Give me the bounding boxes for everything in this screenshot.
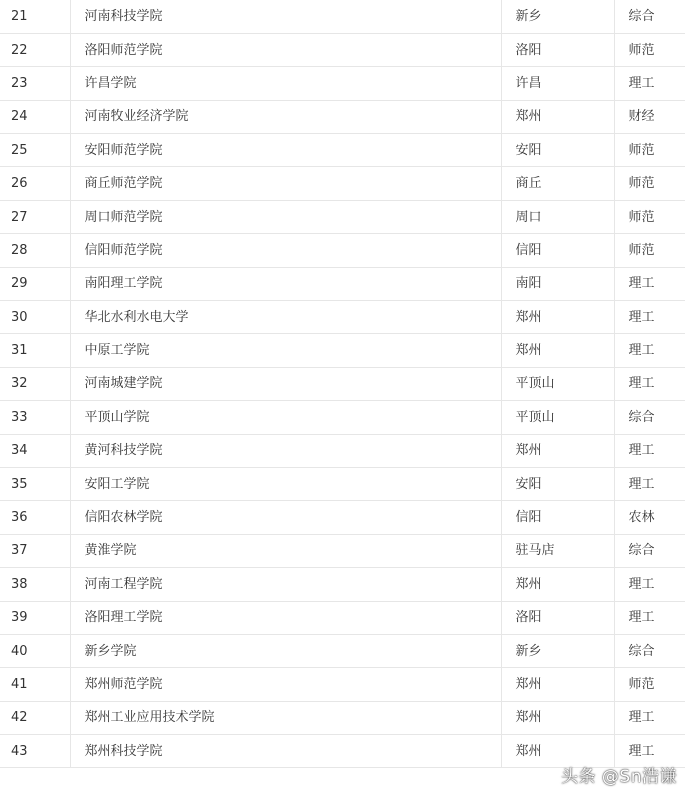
table-row bbox=[0, 568, 685, 601]
city-cell: 南阳 bbox=[501, 267, 614, 300]
row-number: 33 bbox=[0, 401, 70, 434]
type-cell: 理工 bbox=[614, 568, 685, 601]
city-cell: 驻马店 bbox=[501, 534, 614, 567]
university-name: 安阳师范学院 bbox=[70, 134, 501, 167]
table-row bbox=[0, 634, 685, 667]
row-number: 32 bbox=[0, 367, 70, 400]
table-row bbox=[0, 67, 685, 100]
type-cell: 师范 bbox=[614, 234, 685, 267]
row-number: 28 bbox=[0, 234, 70, 267]
city-cell: 郑州 bbox=[501, 568, 614, 601]
row-number: 27 bbox=[0, 200, 70, 233]
city-cell: 郑州 bbox=[501, 100, 614, 133]
university-name: 河南工程学院 bbox=[70, 568, 501, 601]
table-row bbox=[0, 534, 685, 567]
row-number: 35 bbox=[0, 467, 70, 500]
type-cell: 师范 bbox=[614, 668, 685, 701]
row-number: 25 bbox=[0, 134, 70, 167]
city-cell: 洛阳 bbox=[501, 601, 614, 634]
table-row bbox=[0, 701, 685, 734]
table-row bbox=[0, 100, 685, 133]
type-cell: 理工 bbox=[614, 267, 685, 300]
table-row bbox=[0, 0, 685, 33]
type-cell: 师范 bbox=[614, 200, 685, 233]
type-cell: 理工 bbox=[614, 367, 685, 400]
table-row bbox=[0, 134, 685, 167]
type-cell: 师范 bbox=[614, 167, 685, 200]
city-cell: 郑州 bbox=[501, 301, 614, 334]
university-name: 黄淮学院 bbox=[70, 534, 501, 567]
city-cell: 郑州 bbox=[501, 434, 614, 467]
type-cell: 综合 bbox=[614, 534, 685, 567]
table-row bbox=[0, 501, 685, 534]
type-cell: 理工 bbox=[614, 334, 685, 367]
city-cell: 周口 bbox=[501, 200, 614, 233]
row-number: 21 bbox=[0, 0, 70, 33]
city-cell: 平顶山 bbox=[501, 367, 614, 400]
university-name: 周口师范学院 bbox=[70, 200, 501, 233]
table-row bbox=[0, 267, 685, 300]
table-row bbox=[0, 33, 685, 66]
city-cell: 平顶山 bbox=[501, 401, 614, 434]
type-cell: 综合 bbox=[614, 634, 685, 667]
row-number: 38 bbox=[0, 568, 70, 601]
type-cell: 农林 bbox=[614, 501, 685, 534]
row-number: 40 bbox=[0, 634, 70, 667]
university-name: 河南城建学院 bbox=[70, 367, 501, 400]
row-number: 29 bbox=[0, 267, 70, 300]
city-cell: 信阳 bbox=[501, 234, 614, 267]
type-cell: 师范 bbox=[614, 33, 685, 66]
city-cell: 信阳 bbox=[501, 501, 614, 534]
table-row bbox=[0, 467, 685, 500]
row-number: 39 bbox=[0, 601, 70, 634]
type-cell: 综合 bbox=[614, 0, 685, 33]
table-row bbox=[0, 200, 685, 233]
university-name: 郑州科技学院 bbox=[70, 735, 501, 768]
university-name: 许昌学院 bbox=[70, 67, 501, 100]
row-number: 36 bbox=[0, 501, 70, 534]
table-row bbox=[0, 167, 685, 200]
university-name: 河南科技学院 bbox=[70, 0, 501, 33]
watermark: 头条 @Sn浩谦 bbox=[561, 767, 677, 787]
university-name: 河南牧业经济学院 bbox=[70, 100, 501, 133]
city-cell: 郑州 bbox=[501, 668, 614, 701]
row-number: 34 bbox=[0, 434, 70, 467]
university-name: 南阳理工学院 bbox=[70, 267, 501, 300]
type-cell: 师范 bbox=[614, 134, 685, 167]
type-cell: 理工 bbox=[614, 601, 685, 634]
university-name: 平顶山学院 bbox=[70, 401, 501, 434]
city-cell: 安阳 bbox=[501, 467, 614, 500]
type-cell: 理工 bbox=[614, 67, 685, 100]
row-number: 41 bbox=[0, 668, 70, 701]
row-number: 24 bbox=[0, 100, 70, 133]
city-cell: 新乡 bbox=[501, 634, 614, 667]
row-number: 43 bbox=[0, 735, 70, 768]
type-cell: 理工 bbox=[614, 701, 685, 734]
university-name: 信阳师范学院 bbox=[70, 234, 501, 267]
type-cell: 财经 bbox=[614, 100, 685, 133]
row-number: 42 bbox=[0, 701, 70, 734]
table-row bbox=[0, 334, 685, 367]
city-cell: 安阳 bbox=[501, 134, 614, 167]
city-cell: 新乡 bbox=[501, 0, 614, 33]
type-cell: 理工 bbox=[614, 735, 685, 768]
table-row bbox=[0, 301, 685, 334]
city-cell: 郑州 bbox=[501, 735, 614, 768]
city-cell: 许昌 bbox=[501, 67, 614, 100]
table-row bbox=[0, 601, 685, 634]
university-name: 郑州师范学院 bbox=[70, 668, 501, 701]
city-cell: 商丘 bbox=[501, 167, 614, 200]
university-name: 中原工学院 bbox=[70, 334, 501, 367]
university-name: 黄河科技学院 bbox=[70, 434, 501, 467]
city-cell: 郑州 bbox=[501, 334, 614, 367]
type-cell: 理工 bbox=[614, 467, 685, 500]
row-number: 22 bbox=[0, 33, 70, 66]
table-row bbox=[0, 668, 685, 701]
table-row bbox=[0, 434, 685, 467]
type-cell: 理工 bbox=[614, 434, 685, 467]
table-row bbox=[0, 367, 685, 400]
university-name: 洛阳师范学院 bbox=[70, 33, 501, 66]
table-row bbox=[0, 401, 685, 434]
city-cell: 郑州 bbox=[501, 701, 614, 734]
row-number: 23 bbox=[0, 67, 70, 100]
university-name: 商丘师范学院 bbox=[70, 167, 501, 200]
university-name: 华北水利水电大学 bbox=[70, 301, 501, 334]
university-name: 新乡学院 bbox=[70, 634, 501, 667]
city-cell: 洛阳 bbox=[501, 33, 614, 66]
row-number: 31 bbox=[0, 334, 70, 367]
type-cell: 综合 bbox=[614, 401, 685, 434]
row-number: 37 bbox=[0, 534, 70, 567]
university-name: 洛阳理工学院 bbox=[70, 601, 501, 634]
table-row bbox=[0, 234, 685, 267]
row-number: 26 bbox=[0, 167, 70, 200]
row-number: 30 bbox=[0, 301, 70, 334]
type-cell: 理工 bbox=[614, 301, 685, 334]
university-name: 郑州工业应用技术学院 bbox=[70, 701, 501, 734]
university-name: 安阳工学院 bbox=[70, 467, 501, 500]
university-name: 信阳农林学院 bbox=[70, 501, 501, 534]
